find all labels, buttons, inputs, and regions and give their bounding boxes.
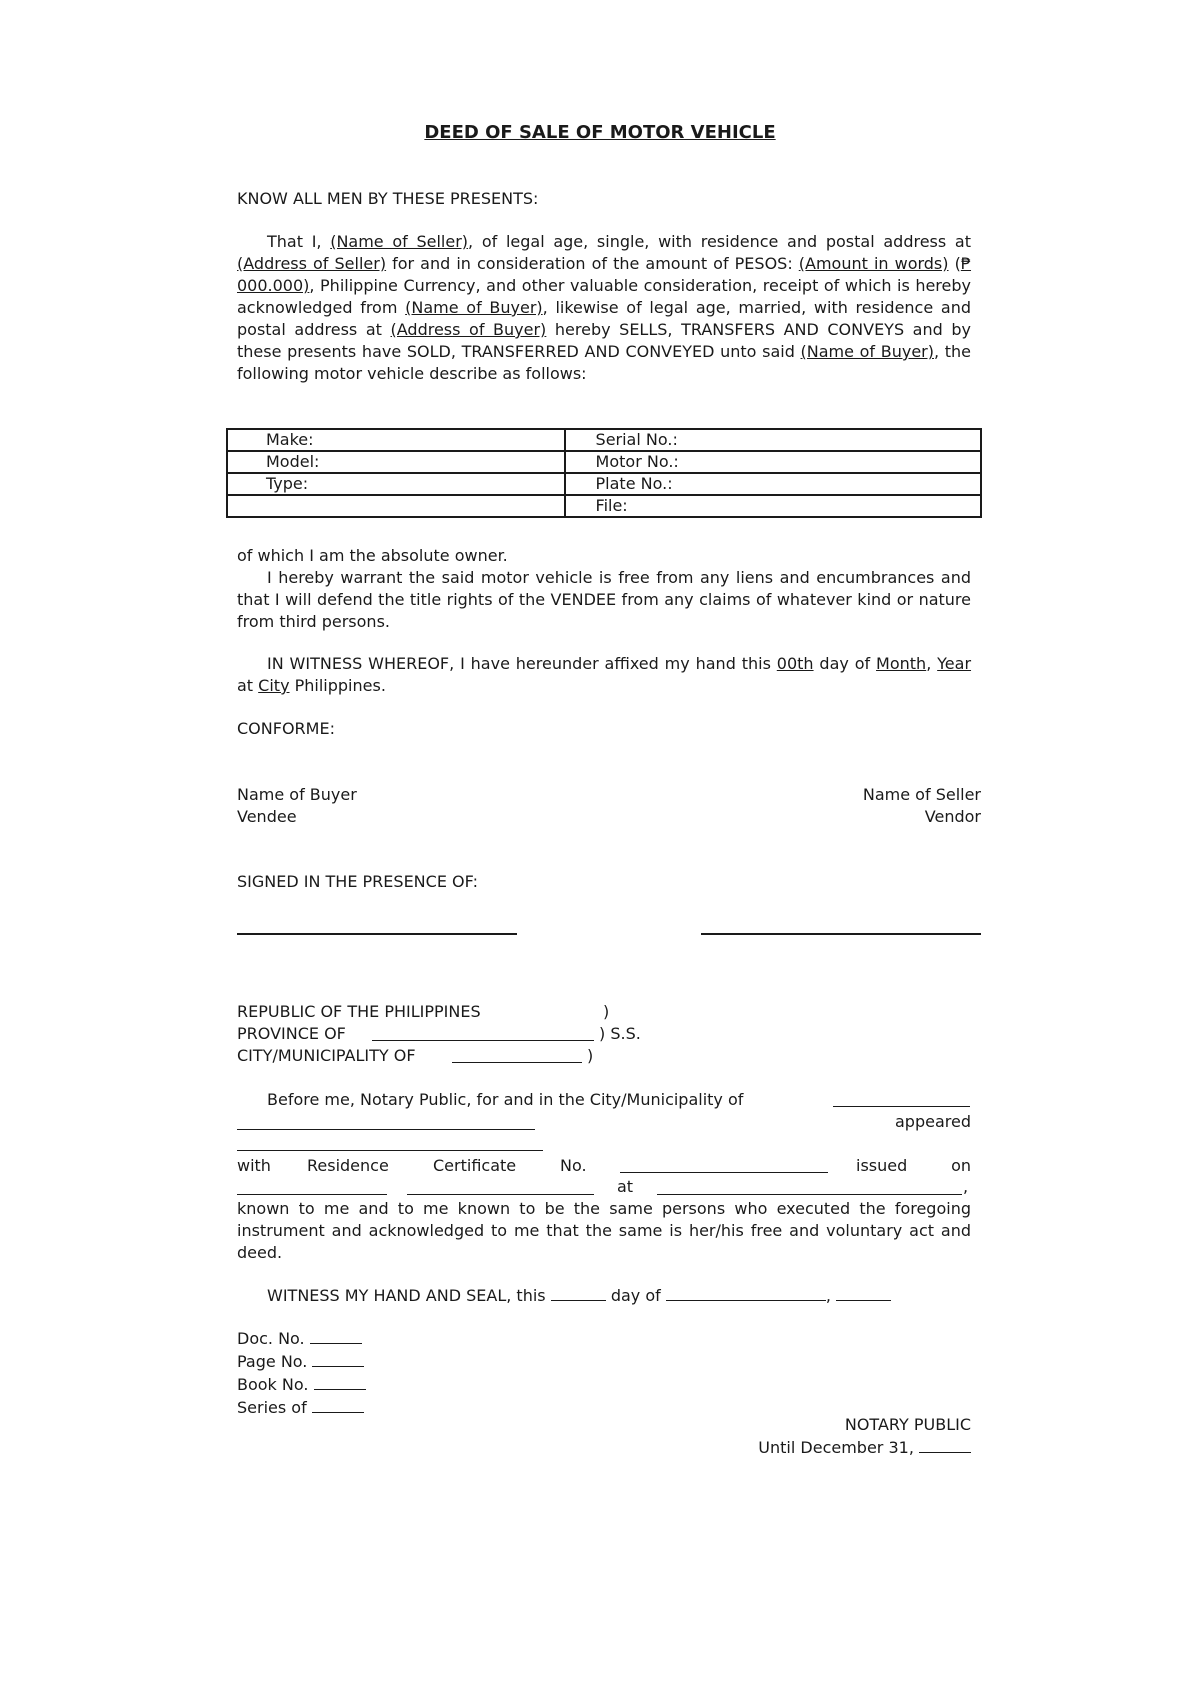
residence-label: Residence <box>307 1156 389 1175</box>
buyer-role: Vendee <box>237 807 297 826</box>
notary-city-blank <box>833 1106 970 1107</box>
year-field: Year <box>937 654 972 673</box>
appearer-blank-1 <box>237 1129 535 1130</box>
issued-date-blank <box>237 1194 387 1195</box>
owner-line: of which I am the absolute owner. <box>237 546 508 565</box>
type-cell: Type: <box>227 473 565 495</box>
month-field: Month <box>876 654 927 673</box>
certificate-no-blank <box>620 1172 828 1173</box>
series-of-line: Series of <box>237 1396 366 1419</box>
seller-name: Name of Seller <box>862 785 981 804</box>
seal-month-blank <box>666 1284 826 1301</box>
appearer-blank-2 <box>237 1150 543 1151</box>
seller-name-field: (Name of Seller) <box>330 232 469 251</box>
city-paren: ) <box>587 1046 594 1065</box>
republic-label: REPUBLIC OF THE PHILIPPINES <box>237 1002 481 1021</box>
buyer-name: Name of Buyer <box>237 785 357 804</box>
document-title: DEED OF SALE OF MOTOR VEHICLE <box>424 122 776 143</box>
issued-date-blank-2 <box>407 1194 594 1195</box>
plate-no-cell: Plate No.: <box>565 473 981 495</box>
certificate-label: Certificate <box>433 1156 517 1175</box>
buyer-name-field-2: (Name of Buyer) <box>800 342 934 361</box>
issued-label: issued <box>856 1156 908 1175</box>
book-no-line: Book No. <box>237 1373 366 1396</box>
city-label: CITY/MUNICIPALITY OF <box>237 1046 416 1065</box>
day-field: 00th <box>776 654 814 673</box>
table-row <box>227 473 981 495</box>
buyer-address-field: (Address of Buyer) <box>390 320 547 339</box>
province-label: PROVINCE OF <box>237 1024 346 1043</box>
buyer-signature-block <box>237 784 357 828</box>
seller-address-field: (Address of Seller) <box>237 254 387 273</box>
signed-presence-label: SIGNED IN THE PRESENCE OF: <box>237 872 478 891</box>
ss-label: ) S.S. <box>599 1024 641 1043</box>
known-paragraph: known to me and to me known to be the same persons who executed the foregoing instrument and acknowledged to me that the same is her/his free and voluntary act and deed. <box>237 1199 971 1262</box>
model-cell: Model: <box>227 451 565 473</box>
appeared-label: appeared <box>895 1112 971 1131</box>
seal-year-blank <box>836 1284 891 1301</box>
vehicle-table <box>226 428 982 518</box>
no-label: No. <box>560 1156 587 1175</box>
seal-day-blank <box>551 1284 606 1301</box>
venue-paren: ) <box>603 1002 610 1021</box>
on-label: on <box>951 1156 971 1175</box>
warranty-paragraph: I hereby warrant the said motor vehicle is free from any liens and encumbrances and that I will defend the title rights of the VENDEE from any claims of whatever kind or nature from third persons. <box>237 568 971 631</box>
doc-refs <box>237 1327 366 1419</box>
serial-no-cell: Serial No.: <box>565 429 981 451</box>
buyer-name-field: (Name of Buyer) <box>405 298 543 317</box>
conforme-label: CONFORME: <box>237 719 335 738</box>
witness-seal-line: WITNESS MY HAND AND SEAL, this day of , <box>267 1284 891 1307</box>
witness-signature-line-right <box>701 933 981 935</box>
comma-label: , <box>963 1177 969 1196</box>
city-blank <box>452 1062 582 1063</box>
motor-no-cell: Motor No.: <box>565 451 981 473</box>
with-label: with <box>237 1156 271 1175</box>
amount-figures-field: ₱ 000.000) <box>237 254 972 295</box>
city-field: City <box>258 676 290 695</box>
issued-place-blank <box>657 1194 962 1195</box>
make-cell: Make: <box>227 429 565 451</box>
doc-no-line: Doc. No. <box>237 1327 366 1350</box>
until-line: Until December 31, <box>758 1436 971 1459</box>
province-blank <box>372 1040 594 1041</box>
notary-before-text: Before me, Notary Public, for and in the City/Municipality of <box>267 1090 744 1109</box>
amount-words-field: (Amount in words) <box>798 254 949 273</box>
seller-role: Vendor <box>924 807 981 826</box>
witness-paragraph: IN WITNESS WHEREOF, I have hereunder affixed my hand this 00th day of Month, Year at City Philippines. <box>237 654 972 695</box>
empty-cell <box>227 495 565 517</box>
seller-signature-block <box>863 784 981 828</box>
table-row <box>227 495 981 517</box>
table-row <box>227 429 981 451</box>
table-row <box>227 451 981 473</box>
intro-line: KNOW ALL MEN BY THESE PRESENTS: <box>237 189 539 208</box>
file-cell: File: <box>565 495 981 517</box>
notary-public-label: NOTARY PUBLIC <box>844 1415 971 1434</box>
until-year-blank <box>919 1436 971 1453</box>
page-no-line: Page No. <box>237 1350 366 1373</box>
paragraph-sale: That I, (Name of Seller), of legal age, single, with residence and postal address at (Address of Seller) for and in consideration of the amount of PESOS: (Amount in words) (₱ 000.000), Philippine Currency, and other valuable consideration, receipt of which is hereby acknowledged from (Name of Buyer), likewise of legal age, married, with residence and postal address at (Address of Buyer) hereby SELLS, TRANSFERS AND CONVEYS and by these presents have SOLD, TRANSFERRED AND CONVEYED unto said (Name of Buyer), the following motor vehicle describe as follows: <box>237 232 972 383</box>
at-label: at <box>617 1177 634 1196</box>
witness-signature-line-left <box>237 933 517 935</box>
